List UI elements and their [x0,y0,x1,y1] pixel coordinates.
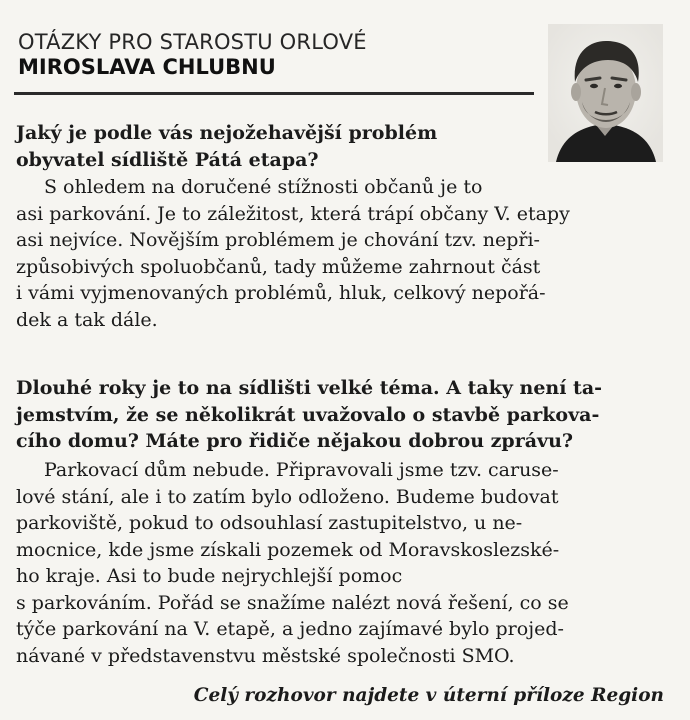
header-rule [14,92,534,95]
answer-2-line: návané v představenstvu městské společnosti SMO. [16,644,515,667]
answer-1-line: S ohledem na doručené stížnosti občanů je to [44,176,483,198]
answer-2-line: mocnice, kde jsme získali pozemek od Moravskoslezské- [16,538,560,561]
answer-1-line: asi parkování. Je to záležitost, která trápí občany V. etapy [16,202,570,225]
interviewee-name: MIROSLAVA CHLUBNU [18,55,276,79]
answer-1-line: asi nejvíce. Novějším problémem je chování tzv. nepři- [16,229,540,251]
footer-note: Celý rozhovor najdete v úterní příloze Region [193,685,664,706]
answer-1 [16,174,676,333]
answer-1-line: způsobivých spoluobčanů, tady můžeme zahrnout část [16,255,541,278]
question-2-line: jemstvím, že se několikrát uvažovalo o stavbě parkova- [16,403,600,426]
answer-2 [16,457,676,669]
question-2 [16,375,676,455]
answer-2-line: Parkovací dům nebude. Připravovali jsme tzv. caruse- [44,459,559,481]
answer-2-line: ho kraje. Asi to bude nejrychlejší pomoc [16,565,403,587]
answer-1-line: i vámi vyjmenovaných problémů, hluk, celkový nepořá- [16,282,546,304]
question-2-line: Dlouhé roky je to na sídlišti velké téma. A taky není ta- [16,377,603,399]
answer-1-line: dek a tak dále. [16,308,158,331]
question-1-line: obyvatel sídliště Pátá etapa? [16,148,319,171]
question-2-line: cího domu? Máte pro řidiče nějakou dobrou zprávu? [16,430,574,452]
question-1-line: Jaký je podle vás nejožehavější problém [16,122,438,144]
answer-2-line: s parkováním. Pořád se snažíme nalézt nová řešení, co se [16,591,569,614]
answer-2-line: lové stání, ale i to zatím bylo odloženo. Budeme budovat [16,485,559,508]
answer-2-line: parkoviště, pokud to odsouhlasí zastupitelstvo, u ne- [16,512,523,534]
answer-2-line: týče parkování na V. etapě, a jedno zajímavé bylo projed- [16,618,564,640]
section-kicker: OTÁZKY PRO STAROSTU ORLOVÉ [18,30,367,54]
question-1 [16,120,676,173]
